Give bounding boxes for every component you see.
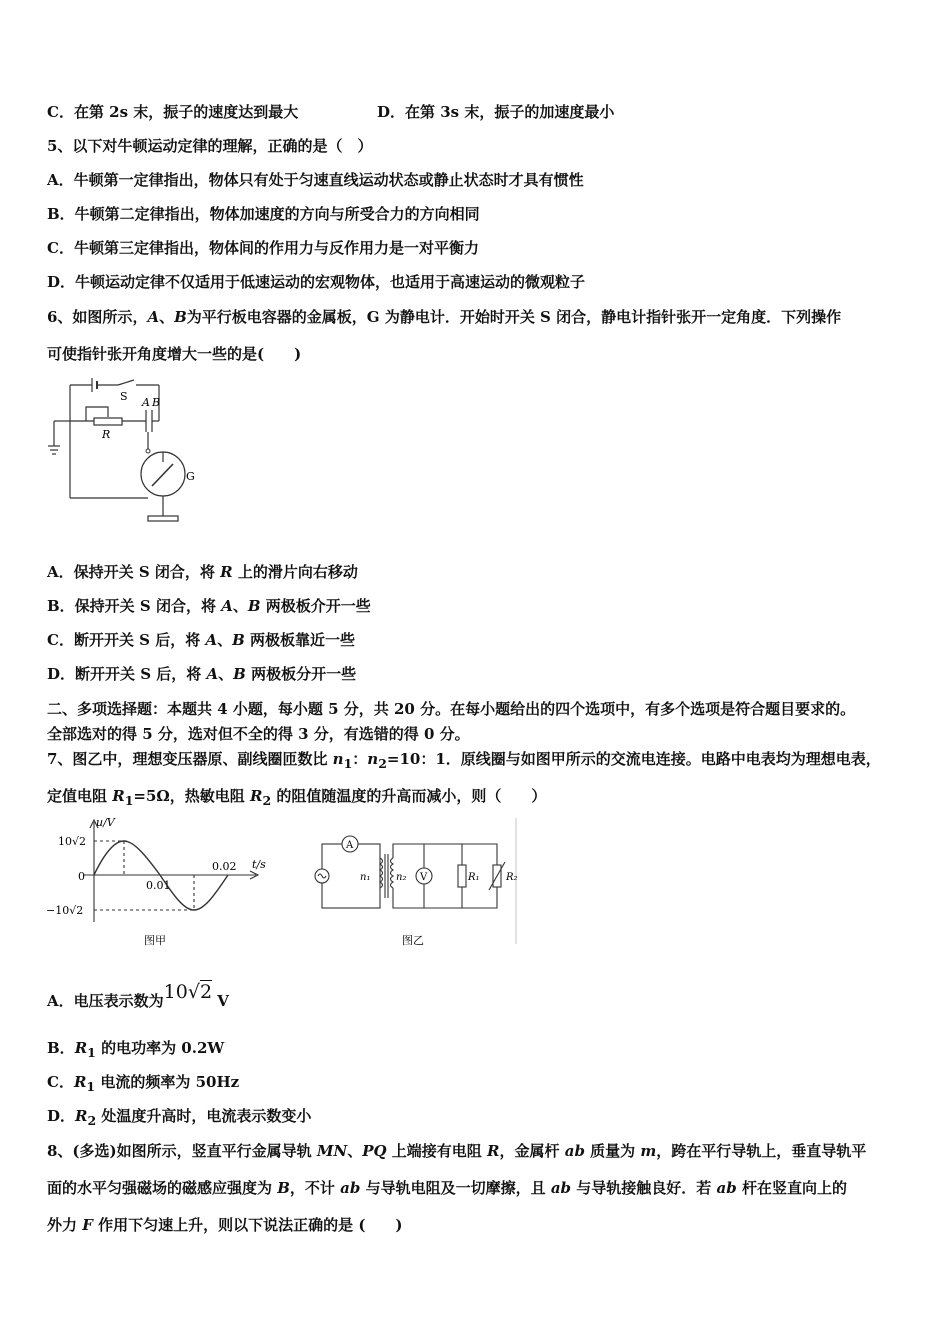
q7-option-d: D．$R_2$ 处温度升高时，电流表示数变小 [47, 1107, 312, 1128]
q5-option-a: A．牛顿第一定律指出，物体只有处于匀速直线运动状态或静止状态时才具有惯性 [47, 171, 584, 189]
fig-b-ammeter: A [346, 840, 354, 851]
fig-a-origin: 0 [78, 870, 85, 883]
fig-b-r2: R₂ [506, 872, 518, 883]
q5-option-d: D．牛顿运动定律不仅适用于低速运动的宏观物体，也适用于高速运动的微观粒子 [47, 273, 586, 291]
fig-label-g: G [186, 470, 195, 483]
fig-b-r1: R₁ [468, 872, 480, 883]
fig-a-caption: 图甲 [144, 934, 166, 947]
fig-a-t1: 0.01 [146, 879, 171, 892]
fig-b-caption: 图乙 [402, 934, 424, 947]
q6-stem-line2: 可使指针张开角度增大一些的是( ) [47, 345, 302, 363]
q7-option-a-value: 10√2 [163, 981, 213, 1003]
q5-option-b: B．牛顿第二定律指出，物体加速度的方向与所受合力的方向相同 [47, 205, 480, 223]
fig-a-t2: 0.02 [212, 860, 237, 873]
q6-option-c: C．断开开关 S 后，将 A、B 两极板靠近一些 [47, 631, 356, 649]
fig-label-s: S [120, 390, 128, 403]
q8-stem-line3: 外力 F 作用下匀速上升，则以下说法正确的是 ( ) [47, 1216, 403, 1234]
section2-scoring: 全部选对的得 5 分，选对但不全的得 3 分，有选错的得 0 分。 [47, 725, 470, 743]
q8-stem-line2: 面的水平匀强磁场的磁感应强度为 B，不计 ab 与导轨电阻及一切摩擦，且 ab 与导轨接触良好．若 ab 杆在竖直向上的 [47, 1179, 847, 1197]
section2-instructions: 二、多项选择题：本题共 4 小题，每小题 5 分，共 20 分。在每小题给出的四个选项中，有多个选项是符合题目要求的。 [47, 700, 856, 718]
q7-stem: 7、图乙中，理想变压器原、副线圈匝数比 $n_1$：$n_2=10$：1．原线圈与如图甲所示的交流电连接。电路中电表均为理想电表， [47, 750, 881, 771]
q4-option-d: D．在第 3s 末，振子的加速度最小 [377, 103, 615, 121]
q6-stem: 6、如图所示，A、B为平行板电容器的金属板，G 为静电计．开始时开关 S 闭合，静电计指针张开一定角度．下列操作 [47, 308, 842, 326]
q7-option-a: A．电压表示数为10√2 V [47, 981, 229, 1010]
q7-option-b: B．$R_1$ 的电功率为 0.2W [47, 1039, 225, 1060]
q8-stem-line1: 8、(多选)如图所示，竖直平行金属导轨 MN、PQ 上端接有电阻 R，金属杆 ab 质量为 m，跨在平行导轨上，垂直导轨平 [47, 1142, 867, 1160]
fig-a-ylabel: u/V [96, 816, 115, 829]
q7-figure-circuit [312, 814, 524, 950]
q6-option-d: D．断开开关 S 后，将 A、B 两极板分开一些 [47, 665, 357, 683]
q4-option-c [47, 102, 615, 122]
fig-label-b: B [152, 396, 161, 409]
fig-b-n1: n₁ [360, 872, 371, 883]
fig-label-r: R [102, 428, 111, 441]
q7-figure-waveform [44, 814, 274, 950]
fig-b-voltmeter: V [420, 872, 428, 883]
q5-stem: 5、以下对牛顿运动定律的理解，正确的是（ ） [47, 137, 373, 155]
fig-a-xlabel: t/s [252, 858, 266, 871]
fig-a-ybot: −10√2 [46, 904, 84, 917]
fig-b-n2: n₂ [396, 872, 407, 883]
q6-option-b: B．保持开关 S 闭合，将 A、B 两极板介开一些 [47, 597, 371, 615]
q7-stem-line2: 定值电阻 $R_1=5\Omega$，热敏电阻 $R_2$ 的阻值随温度的升高而减小，则（ ） [47, 787, 547, 808]
q7-option-c: C．$R_1$ 电流的频率为 50Hz [47, 1073, 240, 1094]
q6-circuit-figure [44, 376, 214, 531]
fig-a-ytop: 10√2 [58, 835, 87, 848]
fig-label-a: A [142, 396, 150, 409]
q6-option-a: A．保持开关 S 闭合，将 R 上的滑片向右移动 [47, 563, 358, 581]
q5-option-c: C．牛顿第三定律指出，物体间的作用力与反作用力是一对平衡力 [47, 239, 479, 257]
q4-option-c-text: C．在第 2s 末，振子的速度达到最大 [47, 103, 299, 121]
